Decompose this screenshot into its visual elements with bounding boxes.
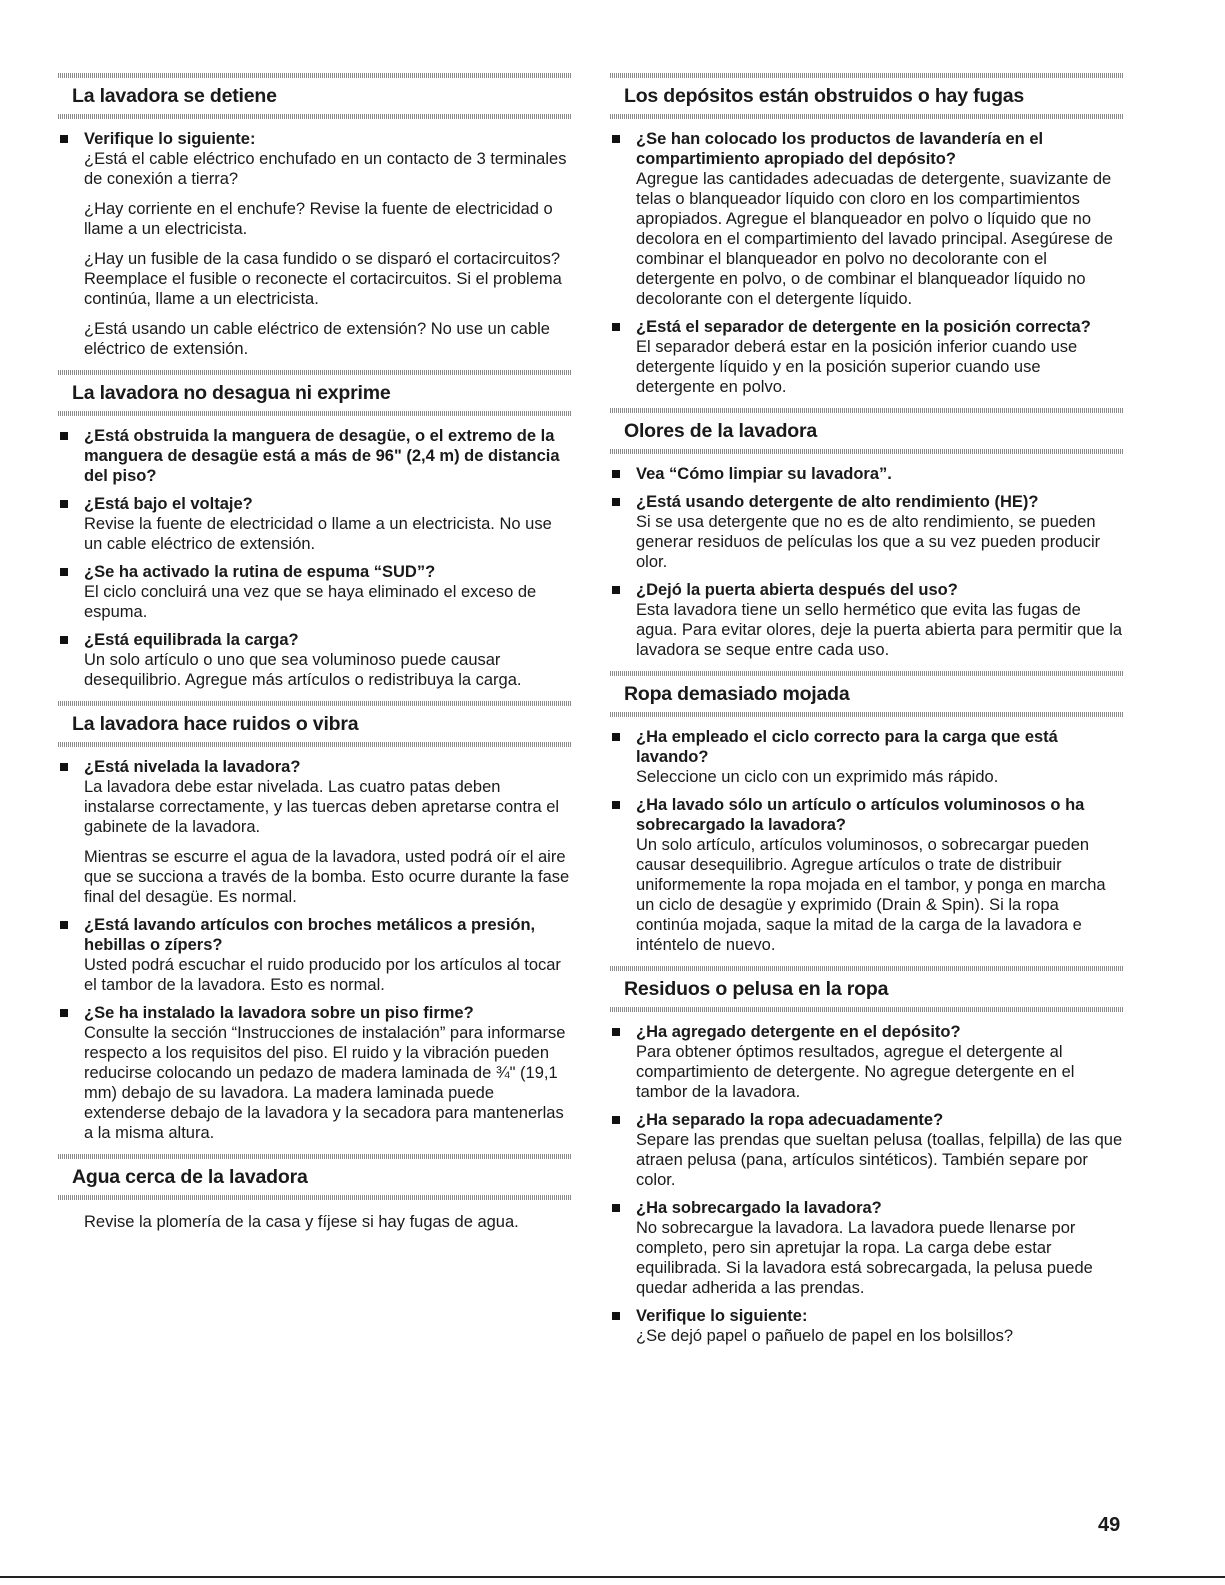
square-bullet-icon [60,568,68,576]
section-heading: Olores de la lavadora [610,406,1123,454]
section-heading: Los depósitos están obstruidos o hay fugas [610,71,1123,119]
list-item [610,1022,1123,1102]
square-bullet-icon [60,763,68,771]
answer: ¿Se dejó papel o pañuelo de papel en los bolsillos? [636,1327,1014,1345]
footer-rule [0,1576,1225,1578]
section-no-drain [58,368,571,690]
answer: La lavadora debe estar nivelada. Las cuatro patas deben instalarse correctamente, y las tuercas deben apretarse contra el gabinete de la lavadora. [84,778,560,836]
answer: Seleccione un ciclo con un exprimido más rápido. [636,768,999,786]
question: ¿Está usando detergente de alto rendimiento (HE)? [636,493,1039,511]
square-bullet-icon [60,500,68,508]
answer: El ciclo concluirá una vez que se haya eliminado el exceso de espuma. [84,583,537,621]
body-text: Revise la plomería de la casa y fíjese si hay fugas de agua. [84,1213,519,1231]
question: ¿Ha lavado sólo un artículo o artículos voluminosos o ha sobrecargado la lavadora? [636,796,1085,834]
square-bullet-icon [60,1009,68,1017]
section-heading: La lavadora no desagua ni exprime [58,368,571,416]
list-item [610,580,1123,660]
question: ¿Está nivelada la lavadora? [84,758,301,776]
question: ¿Ha separado la ropa adecuadamente? [636,1111,944,1129]
list-item [58,757,571,907]
answer: Usted podrá escuchar el ruido producido por los artículos al tocar el tambor de la lavadora. Esto es normal. [84,956,561,994]
answer: Un solo artículo o uno que sea voluminoso puede causar desequilibrio. Agregue más artículos o redistribuya la carga. [84,651,522,689]
left-column [58,71,571,1241]
answer: Agregue las cantidades adecuadas de detergente, suavizante de telas o blanqueador líquido con cloro en los compartimientos apropiados. Agregue el blanqueador en polvo o líquido que no decolora en el compartimiento del lavado principal. Asegúrese de combinar el blanqueador en polvo no decolorante con el detergente en polvo, o de combinar el blanqueador líquido no decolorante con el detergente líquido. [636,170,1113,308]
list-item [58,494,571,554]
list-item [58,1003,571,1143]
right-column [610,71,1123,1355]
square-bullet-icon [612,323,620,331]
list-item [58,630,571,690]
list-item [610,464,1123,484]
section-heading: La lavadora hace ruidos o vibra [58,699,571,747]
section-heading: Residuos o pelusa en la ropa [610,964,1123,1012]
question: ¿Está obstruida la manguera de desagüe, o el extremo de la manguera de desagüe está a más de 96" (2,4 m) de distancia del piso? [84,427,560,485]
section-lint [610,964,1123,1346]
answer: No sobrecargue la lavadora. La lavadora puede llenarse por completo, pero sin apretujar la ropa. La carga debe estar equilibrada. Si la lavadora está sobrecargada, la pelusa puede quedar adherida a las prendas. [636,1219,1093,1297]
question: Vea “Cómo limpiar su lavadora”. [636,465,892,483]
square-bullet-icon [612,470,620,478]
question: ¿Está bajo el voltaje? [84,495,253,513]
answer: Revise la fuente de electricidad o llame a un electricista. No use un cable eléctrico de extensión. [84,515,552,553]
list-item [610,727,1123,787]
square-bullet-icon [612,1312,620,1320]
list-item [610,1306,1123,1346]
answer: ¿Está usando un cable eléctrico de extensión? No use un cable eléctrico de extensión. [84,320,550,358]
square-bullet-icon [612,801,620,809]
question: Verifique lo siguiente: [636,1307,808,1325]
square-bullet-icon [612,135,620,143]
section-stops [58,71,571,359]
answer: Consulte la sección “Instrucciones de instalación” para informarse respecto a los requisitos del piso. El ruido y la vibración pueden reducirse colocando un pedazo de madera laminada de ¾" (19,1 mm) debajo de su lavadora. La madera laminada puede extenderse debajo de la lavadora y la secadora para mantenerlas a la misma altura. [84,1024,566,1142]
question: ¿Ha agregado detergente en el depósito? [636,1023,961,1041]
section-heading: Ropa demasiado mojada [610,669,1123,717]
list-item [58,426,571,486]
answer: ¿Está el cable eléctrico enchufado en un contacto de 3 terminales de conexión a tierra? [84,150,567,188]
question: ¿Está el separador de detergente en la posición correcta? [636,318,1091,336]
question: ¿Ha sobrecargado la lavadora? [636,1199,882,1217]
answer: Mientras se escurre el agua de la lavadora, usted podrá oír el aire que se succiona a través de la bomba. Esto ocurre durante la fase final del desagüe. Es normal. [84,848,570,906]
question: ¿Ha empleado el ciclo correcto para la carga que está lavando? [636,728,1058,766]
section-heading: Agua cerca de la lavadora [58,1152,571,1200]
answer: ¿Hay corriente en el enchufe? Revise la fuente de electricidad o llame a un electricista. [84,200,553,238]
list-item [610,795,1123,955]
question: ¿Se ha activado la rutina de espuma “SUD”? [84,563,436,581]
answer: El separador deberá estar en la posición inferior cuando use detergente líquido y en la posición superior cuando use detergente en polvo. [636,338,1078,396]
answer: Para obtener óptimos resultados, agregue el detergente al compartimiento de detergente. No agregue detergente en el tambor de la lavadora. [636,1043,1075,1101]
answer: Separe las prendas que sueltan pelusa (toallas, felpilla) de las que atraen pelusa (pana, artículos sintéticos). También separe por color. [636,1131,1123,1189]
section-water-near [58,1152,571,1232]
section-too-wet [610,669,1123,955]
list-item [610,1198,1123,1298]
question: ¿Está lavando artículos con broches metálicos a presión, hebillas o zípers? [84,916,536,954]
answer: Esta lavadora tiene un sello hermético que evita las fugas de agua. Para evitar olores, deje la puerta abierta para permitir que la lavadora se seque entre cada uso. [636,601,1123,659]
square-bullet-icon [60,432,68,440]
list-item [610,129,1123,309]
answer: ¿Hay un fusible de la casa fundido o se disparó el cortacircuitos? Reemplace el fusible o reconecte el cortacircuitos. Si el problema continúa, llame a un electricista. [84,250,562,308]
square-bullet-icon [60,921,68,929]
list-item [58,129,571,359]
section-heading: La lavadora se detiene [58,71,571,119]
square-bullet-icon [612,733,620,741]
list-item [610,1110,1123,1190]
question: ¿Se ha instalado la lavadora sobre un piso firme? [84,1004,474,1022]
section-odors [610,406,1123,660]
answer: Si se usa detergente que no es de alto rendimiento, se pueden generar residuos de películas los que a su vez pueden producir olor. [636,513,1101,571]
square-bullet-icon [60,135,68,143]
square-bullet-icon [612,1116,620,1124]
question: ¿Dejó la puerta abierta después del uso? [636,581,958,599]
square-bullet-icon [612,586,620,594]
list-item [610,492,1123,572]
section-dispensers [610,71,1123,397]
square-bullet-icon [612,1028,620,1036]
page-number: 49 [1098,1514,1121,1536]
answer: Un solo artículo, artículos voluminosos, o sobrecargar pueden causar desequilibrio. Agregue artículos o trate de distribuir uniformemente la ropa mojada en el tambor, y ponga en marcha un ciclo de desagüe y exprimido (Drain & Spin). Si la ropa continúa mojada, saque la mitad de la carga de la lavadora e inténtelo de nuevo. [636,836,1106,954]
list-item [58,915,571,995]
question: ¿Se han colocado los productos de lavandería en el compartimiento apropiado del depósito? [636,130,1044,168]
square-bullet-icon [60,636,68,644]
square-bullet-icon [612,1204,620,1212]
square-bullet-icon [612,498,620,506]
list-item [58,562,571,622]
list-item [610,317,1123,397]
section-noise [58,699,571,1143]
question: ¿Está equilibrada la carga? [84,631,299,649]
question: Verifique lo siguiente: [84,130,256,148]
